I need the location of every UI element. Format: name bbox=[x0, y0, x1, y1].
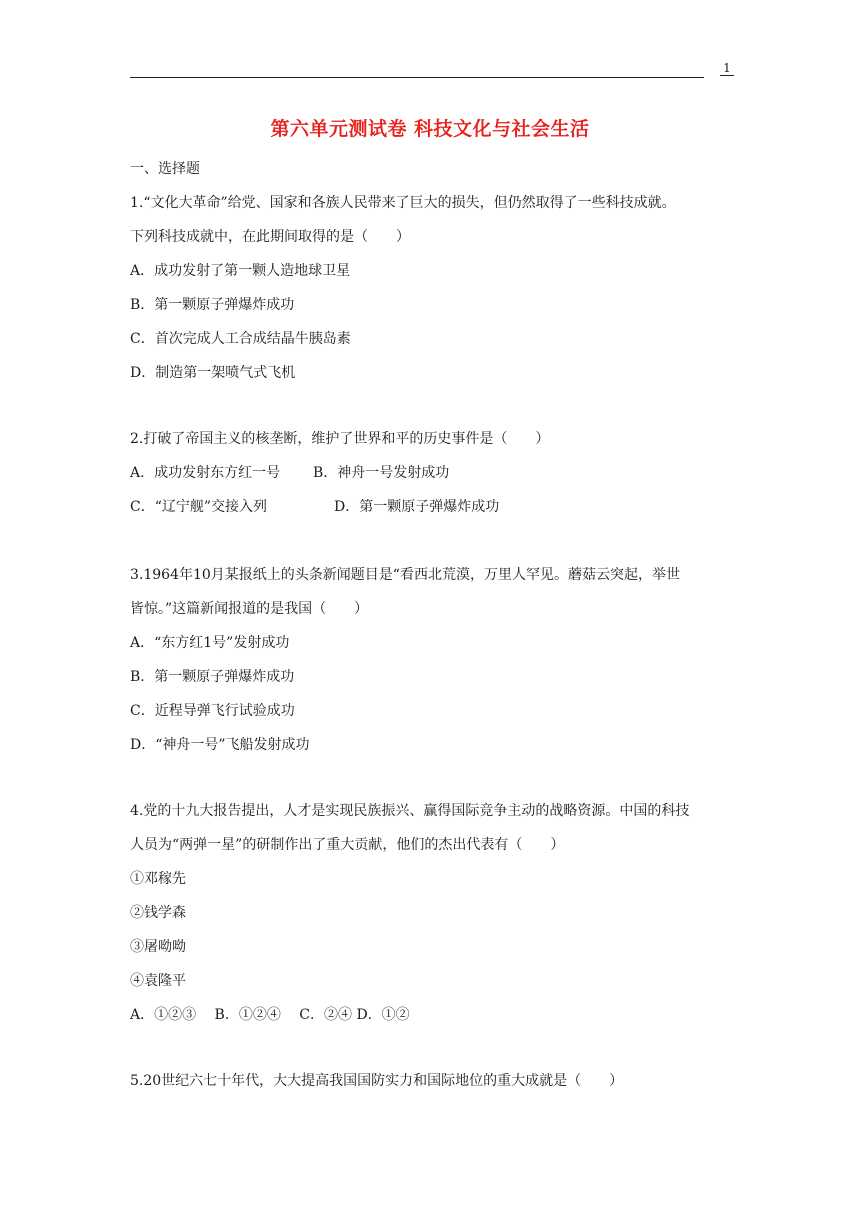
question-4-stem-line-1: 4.党的十九大报告提出，人才是实现民族振兴、赢得国际竞争主动的战略资源。中国的科技 bbox=[130, 803, 690, 819]
section-heading: 一、选择题 bbox=[130, 161, 200, 177]
page-number: 1 bbox=[720, 61, 734, 76]
question-1-stem-line-2: 下列科技成就中，在此期间取得的是（ ） bbox=[130, 229, 410, 245]
question-1-option-c: C．首次完成人工合成结晶牛胰岛素 bbox=[130, 331, 351, 347]
question-5-stem: 5.20世纪六七十年代，大大提高我国国防实力和国际地位的重大成就是（ ） bbox=[130, 1073, 624, 1089]
question-4-item-2: ②钱学森 bbox=[130, 905, 186, 921]
question-4-item-1: ①邓稼先 bbox=[130, 871, 186, 887]
question-2-option-d: D．第一颗原子弹爆炸成功 bbox=[334, 499, 500, 515]
question-2-option-row-2 bbox=[130, 497, 499, 517]
question-3-option-a: A．“东方红1号”发射成功 bbox=[130, 635, 290, 651]
question-3-option-b: B．第一颗原子弹爆炸成功 bbox=[130, 669, 295, 685]
question-3-option-d: D．“神舟一号”飞船发射成功 bbox=[130, 737, 310, 753]
question-3-stem-line-1: 3.1964年10月某报纸上的头条新闻题目是“看西北荒漠，万里人罕见。蘑菇云突起，举世 bbox=[130, 567, 680, 583]
question-2-stem: 2.打破了帝国主义的核垄断，维护了世界和平的历史事件是（ ） bbox=[130, 431, 550, 447]
page-title: 第六单元测试卷 科技文化与社会生活 bbox=[270, 118, 590, 140]
question-4-stem-line-2: 人员为“两弹一星”的研制作出了重大贡献，他们的杰出代表有（ ） bbox=[130, 837, 565, 853]
question-2-option-row-1 bbox=[130, 463, 449, 483]
question-4-item-3: ③屠呦呦 bbox=[130, 939, 186, 955]
question-2-option-b: B．神舟一号发射成功 bbox=[313, 465, 450, 481]
question-1-option-b: B．第一颗原子弹爆炸成功 bbox=[130, 297, 295, 313]
header-rule bbox=[130, 77, 704, 78]
question-3-stem-line-2: 皆惊。”这篇新闻报道的是我国（ ） bbox=[130, 601, 369, 617]
question-1-stem-line-1: 1.“文化大革命”给党、国家和各族人民带来了巨大的损失，但仍然取得了一些科技成就。 bbox=[130, 195, 676, 211]
question-4-answer-options: A．①②③ B．①②④ C．②④ D．①② bbox=[130, 1007, 410, 1023]
question-2-option-c: C．“辽宁舰”交接入列 bbox=[130, 499, 268, 515]
question-3-option-c: C．近程导弹飞行试验成功 bbox=[130, 703, 295, 719]
question-4-item-4: ④袁隆平 bbox=[130, 973, 186, 989]
question-1-option-d: D．制造第一架喷气式飞机 bbox=[130, 365, 296, 381]
question-2-option-a: A．成功发射东方红一号 bbox=[130, 465, 281, 481]
question-1-option-a: A．成功发射了第一颗人造地球卫星 bbox=[130, 263, 351, 279]
